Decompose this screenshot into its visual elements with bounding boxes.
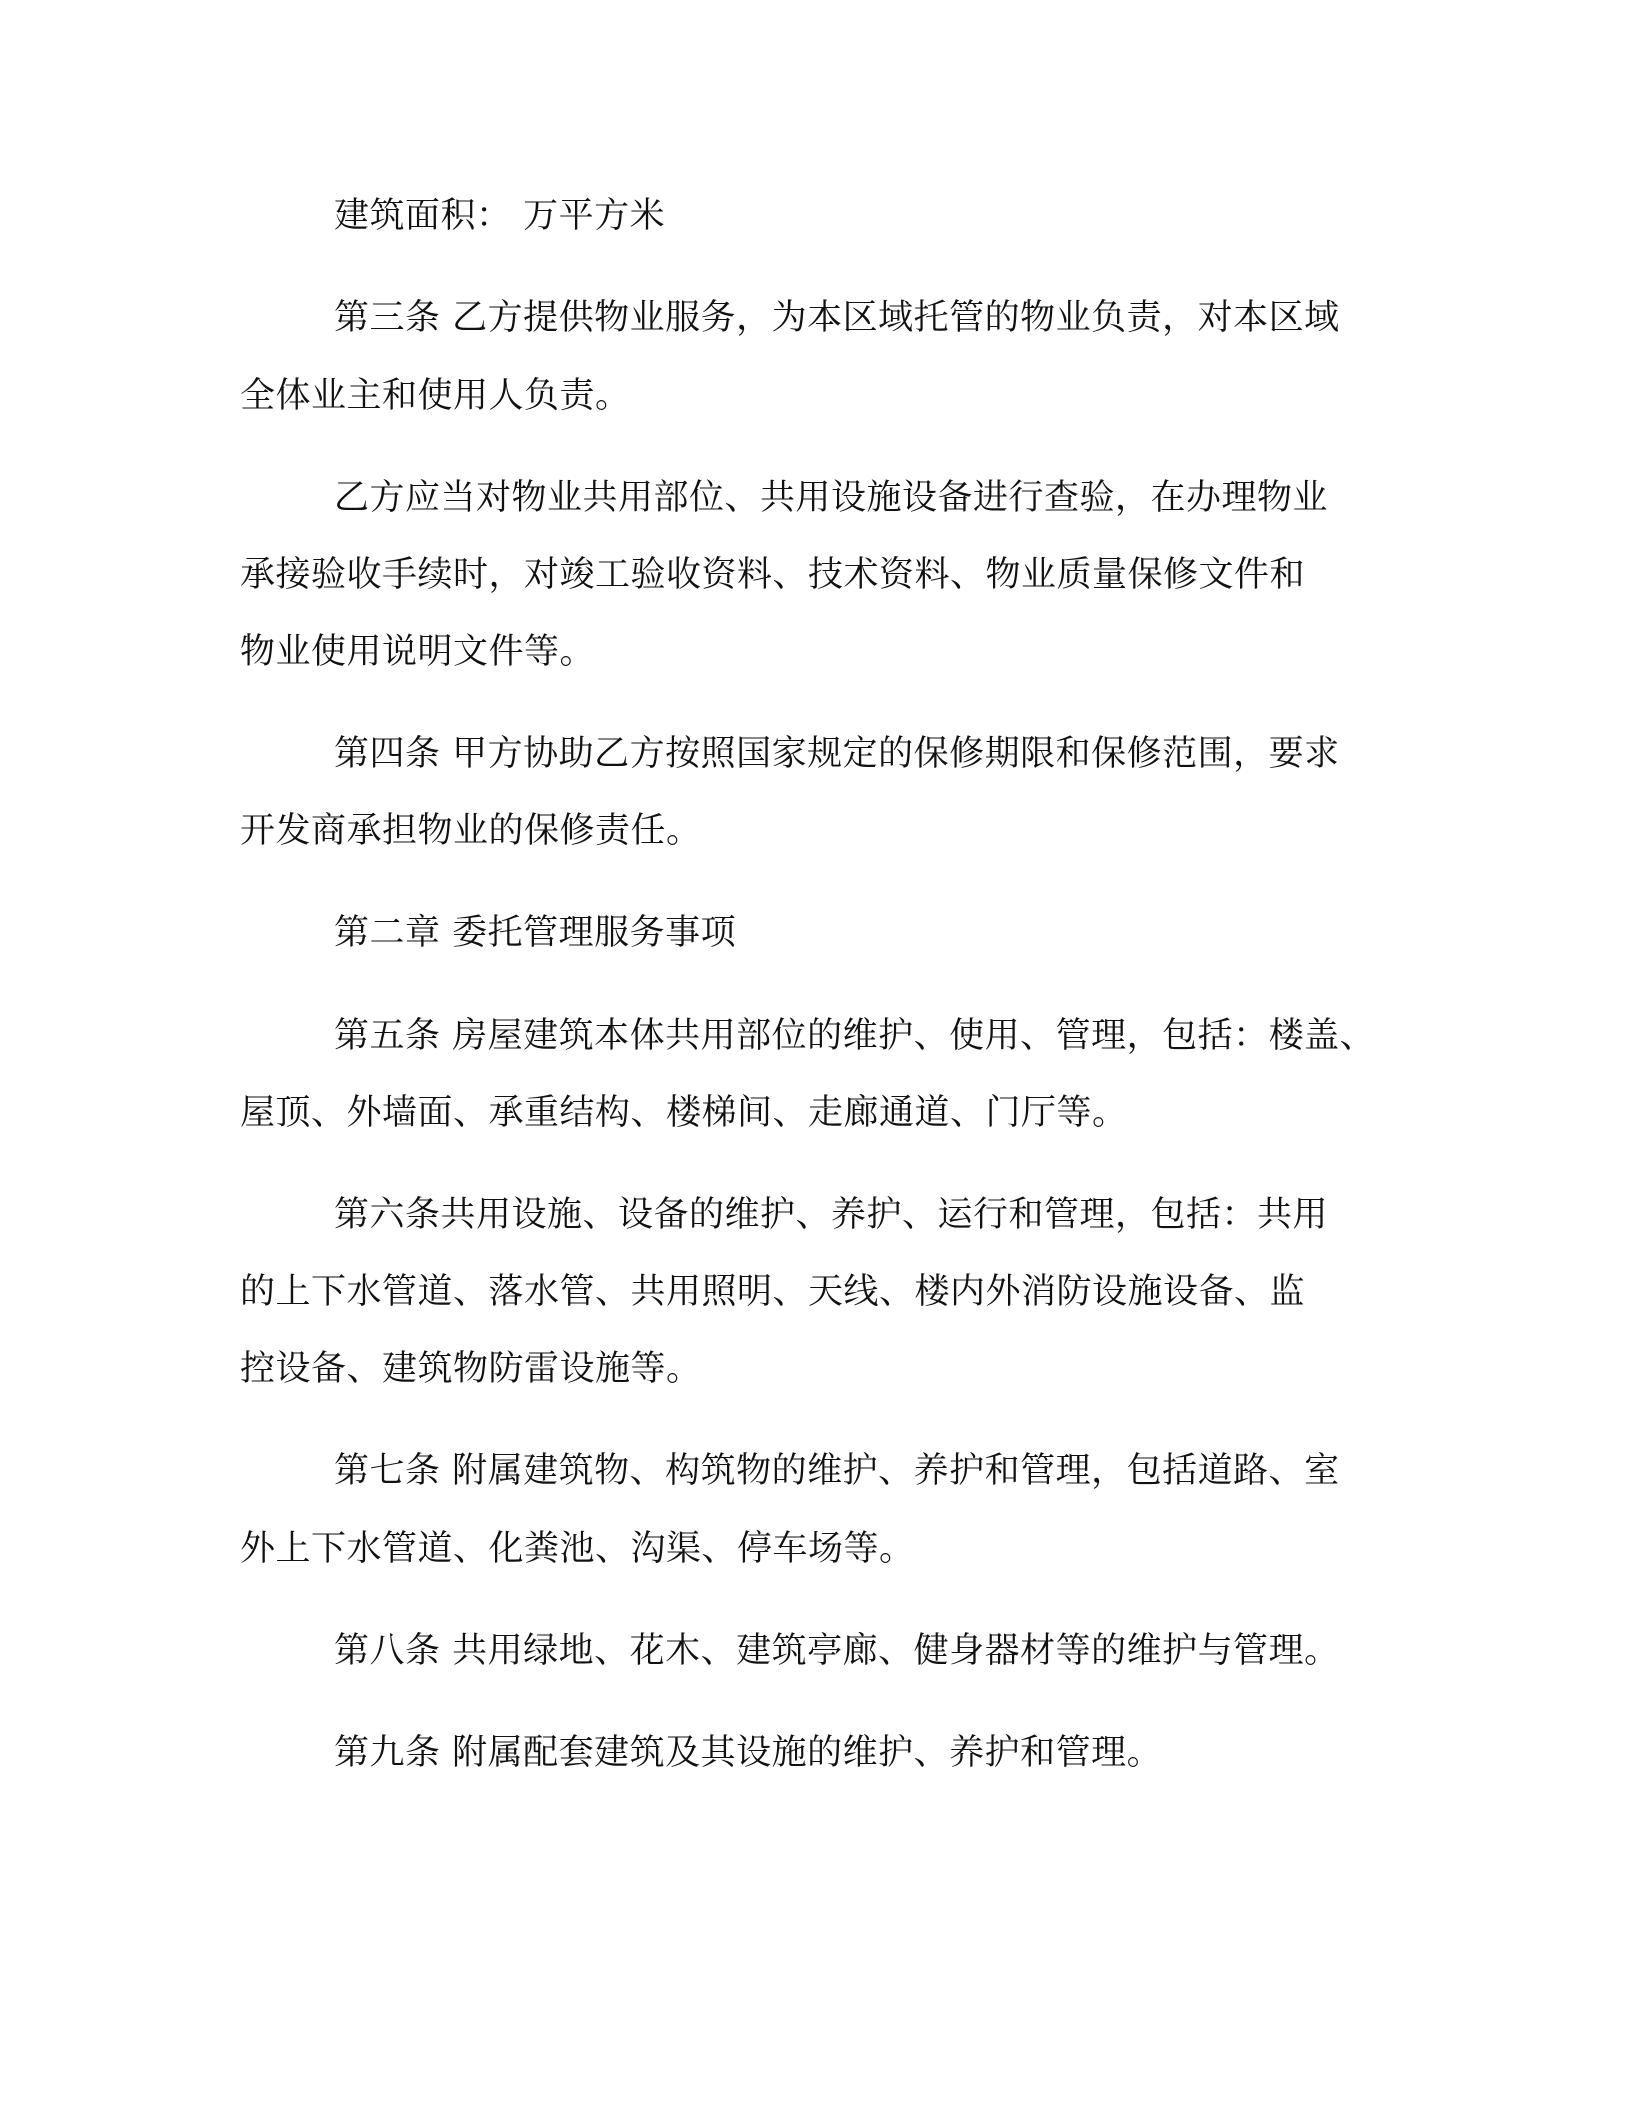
paragraph-line: 第四条 甲方协助乙方按照国家规定的保修期限和保修范围，要求 — [334, 734, 1340, 774]
paragraph-line: 第五条 房屋建筑本体共用部位的维护、使用、管理，包括：楼盖、 — [334, 1016, 1376, 1056]
paragraph-line: 控设备、建筑物防雷设施等。 — [240, 1349, 702, 1389]
paragraph-line: 全体业主和使用人负责。 — [240, 376, 631, 416]
paragraph-line: 外上下水管道、化粪池、沟渠、停车场等。 — [240, 1529, 915, 1569]
paragraph-line: 第九条 附属配套建筑及其设施的维护、养护和管理。 — [334, 1733, 1163, 1773]
paragraph-line: 屋顶、外墙面、承重结构、楼梯间、走廊通道、门厅等。 — [240, 1093, 1128, 1133]
paragraph-line: 第三条 乙方提供物业服务，为本区域托管的物业负责，对本区域 — [334, 298, 1340, 338]
paragraph-line: 第八条 共用绿地、花木、建筑亭廊、健身器材等的维护与管理。 — [334, 1631, 1340, 1671]
chapter-heading: 第二章 委托管理服务事项 — [334, 913, 737, 953]
paragraph-line: 开发商承担物业的保修责任。 — [240, 811, 702, 851]
paragraph-line: 第七条 附属建筑物、构筑物的维护、养护和管理，包括道路、室 — [334, 1451, 1340, 1491]
paragraph-line: 的上下水管道、落水管、共用照明、天线、楼内外消防设施设备、监 — [240, 1272, 1306, 1312]
paragraph-line: 承接验收手续时，对竣工验收资料、技术资料、物业质量保修文件和 — [240, 555, 1306, 595]
paragraph-line: 第六条共用设施、设备的维护、养护、运行和管理，包括：共用 — [334, 1195, 1329, 1235]
paragraph-line: 物业使用说明文件等。 — [240, 632, 596, 672]
paragraph-line: 乙方应当对物业共用部位、共用设施设备进行查验，在办理物业 — [334, 478, 1329, 518]
paragraph-line: 建筑面积： 万平方米 — [334, 196, 666, 236]
